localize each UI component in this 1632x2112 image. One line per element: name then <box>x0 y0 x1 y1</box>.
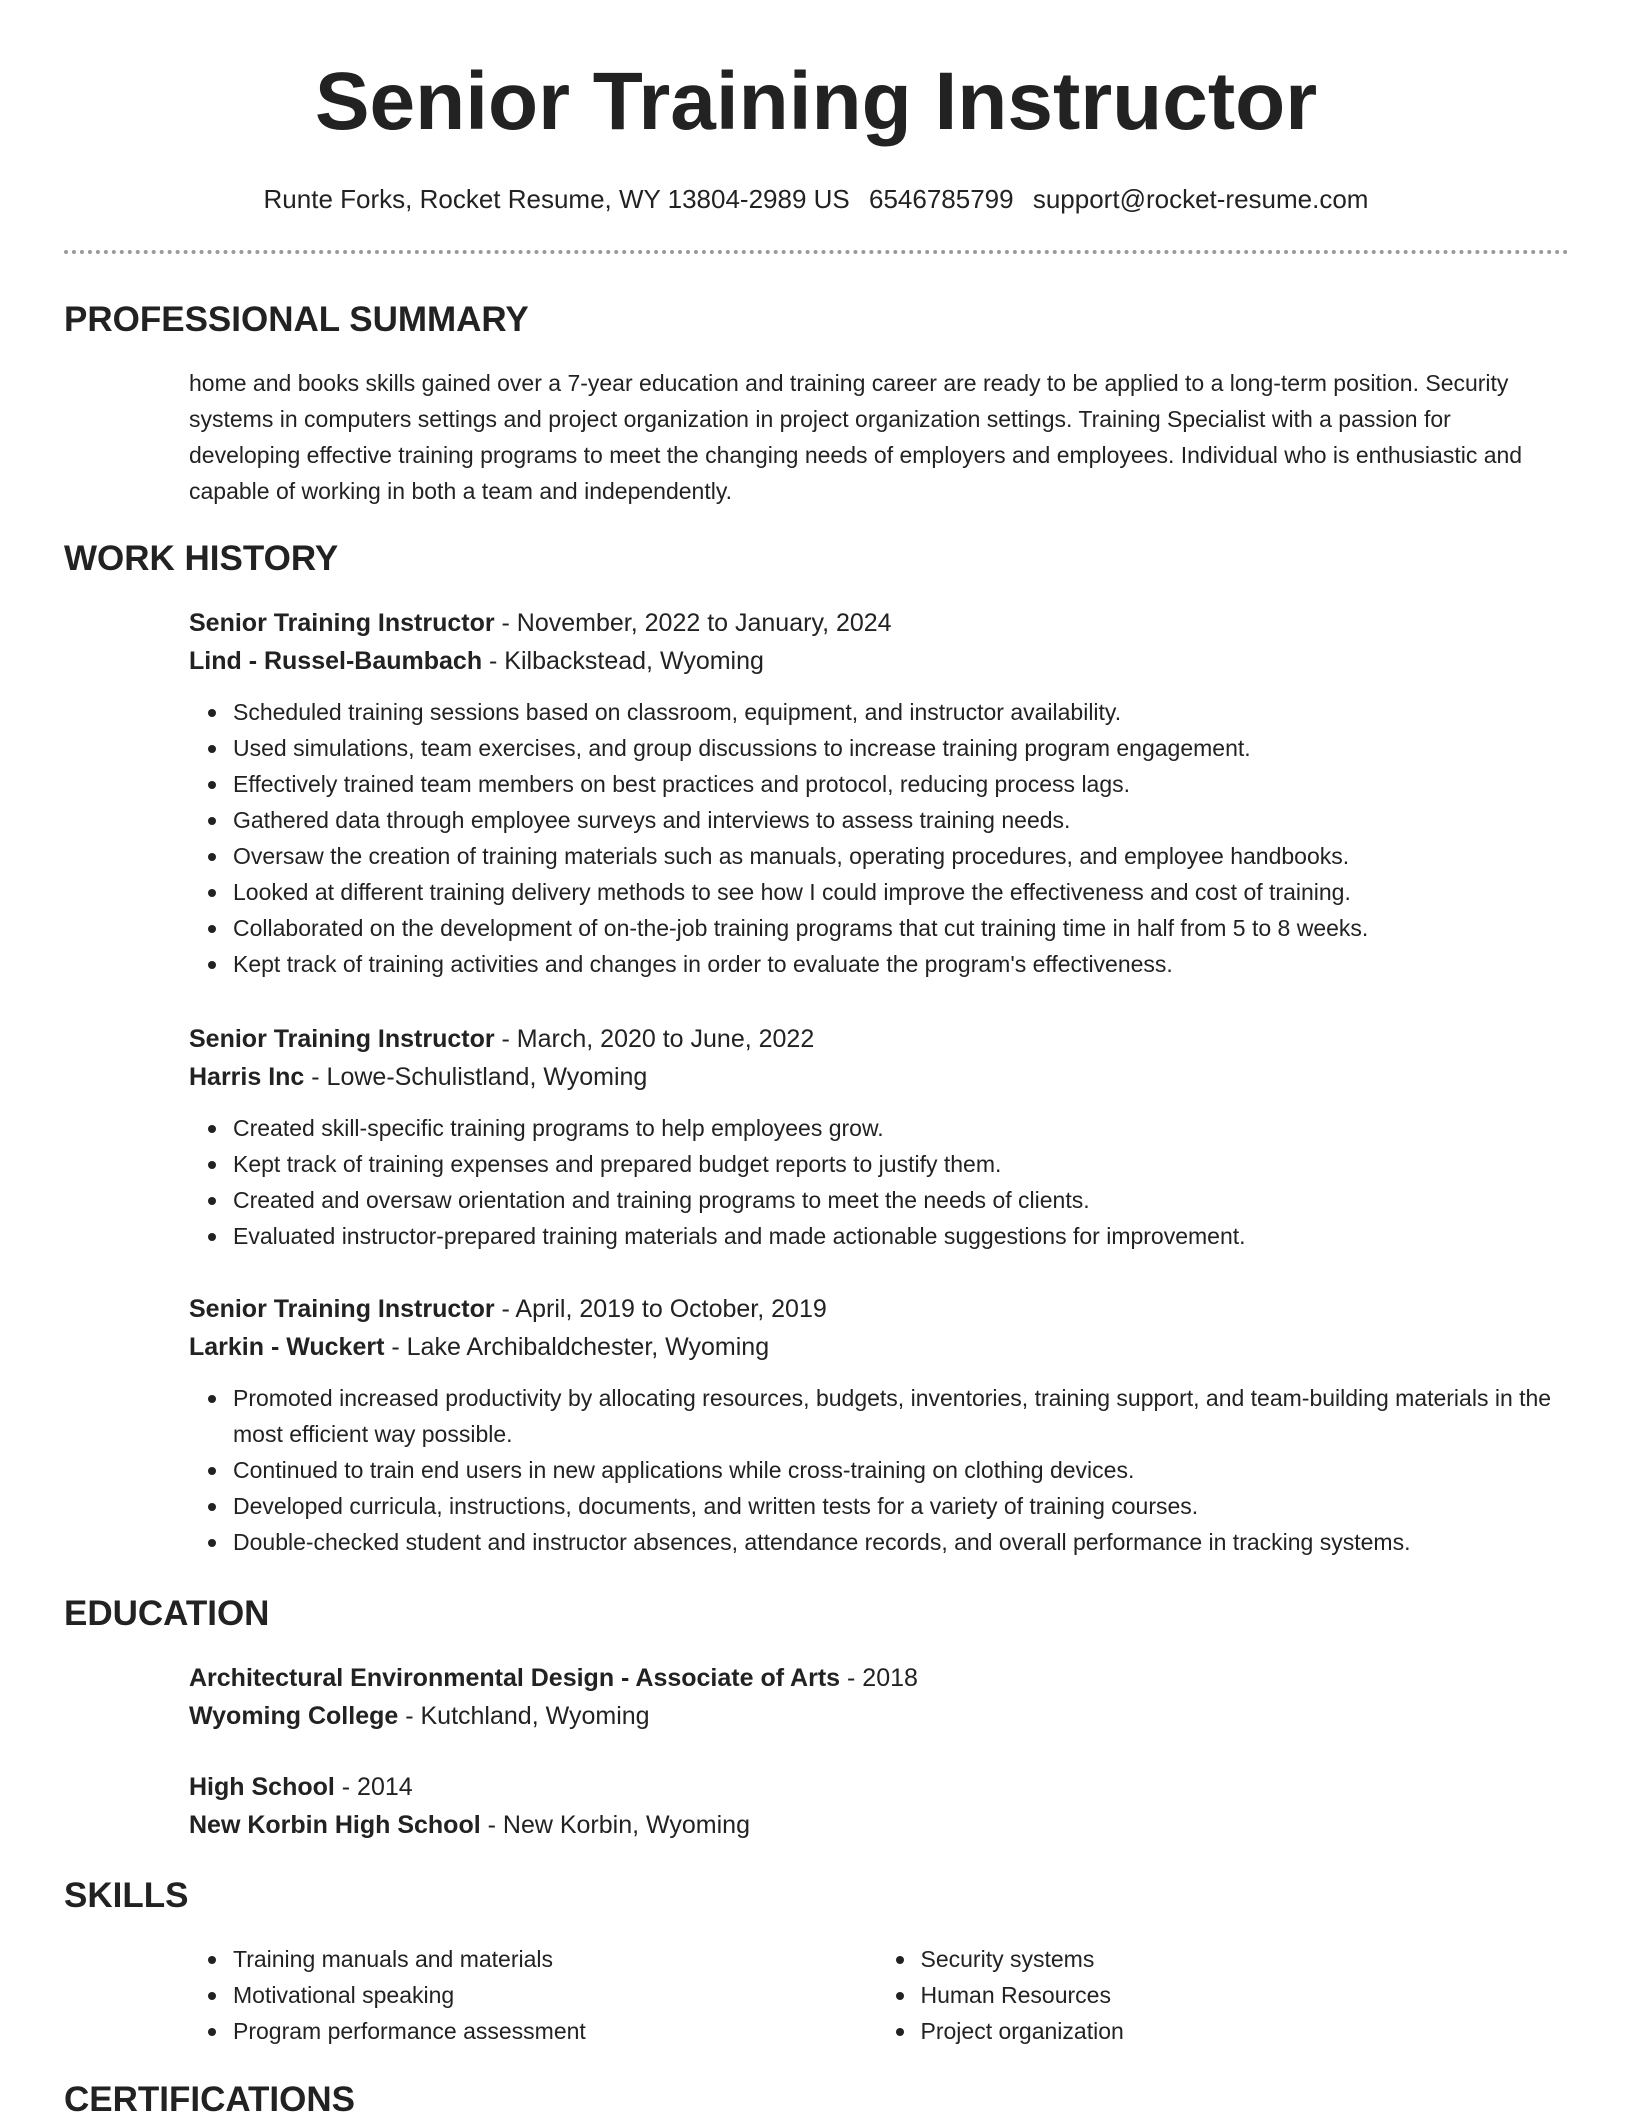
list-item: Continued to train end users in new applications while cross-training on clothing devices. <box>233 1452 1564 1488</box>
job-title: Senior Training Instructor <box>189 1025 495 1053</box>
list-item: Oversaw the creation of training materials such as manuals, operating procedures, and employee handbooks. <box>233 838 1564 874</box>
education-year: - 2018 <box>840 1664 918 1692</box>
education-school-line <box>189 1697 1564 1735</box>
summary-block <box>189 365 1564 509</box>
education-degree-line <box>189 1768 1564 1806</box>
job-dates: - March, 2020 to June, 2022 <box>494 1025 815 1053</box>
job-location: - Lake Archibaldchester, Wyoming <box>384 1333 770 1361</box>
skill-item: Security systems <box>921 1941 1565 1977</box>
job-title: Senior Training Instructor <box>189 1295 495 1323</box>
skill-item: Motivational speaking <box>233 1977 877 2013</box>
section-title-work-history: WORK HISTORY <box>64 539 339 578</box>
job-company: Larkin - Wuckert <box>189 1333 385 1361</box>
job-dates: - April, 2019 to October, 2019 <box>494 1295 827 1323</box>
education-entry <box>189 1659 1564 1735</box>
section-title-education: EDUCATION <box>64 1594 270 1633</box>
list-item: Effectively trained team members on best practices and protocol, reducing process lags. <box>233 766 1564 802</box>
job-title: Senior Training Instructor <box>189 609 495 637</box>
list-item: Evaluated instructor-prepared training materials and made actionable suggestions for improvement. <box>233 1218 1564 1254</box>
skills-column-left <box>189 1941 877 2049</box>
education-entry <box>189 1768 1564 1844</box>
job-company-line <box>189 1058 1564 1096</box>
skill-item: Human Resources <box>921 1977 1565 2013</box>
education-location: - Kutchland, Wyoming <box>398 1702 650 1730</box>
education-school: New Korbin High School <box>189 1811 481 1839</box>
contact-address: Runte Forks, Rocket Resume, WY 13804-2989 US <box>263 184 850 214</box>
candidate-name: Senior Training Instructor <box>314 56 1318 147</box>
section-title-certifications: CERTIFICATIONS <box>64 2080 356 2112</box>
education-school-line <box>189 1806 1564 1844</box>
education-degree: Architectural Environmental Design - Associate of Arts <box>189 1664 841 1692</box>
skill-item: Training manuals and materials <box>233 1941 877 1977</box>
education-school: Wyoming College <box>189 1702 399 1730</box>
list-item: Developed curricula, instructions, documents, and written tests for a variety of training courses. <box>233 1488 1564 1524</box>
job-bullets <box>189 694 1564 982</box>
education-year: - 2014 <box>334 1773 413 1801</box>
job-bullets <box>189 1380 1564 1560</box>
education-degree: High School <box>189 1773 335 1801</box>
job-location: - Kilbackstead, Wyoming <box>482 647 764 675</box>
job-entry <box>189 1020 1564 1254</box>
summary-text: home and books skills gained over a 7-year education and training career are ready to be applied to a long-term position. Security systems in computers settings and project organization in project organization settings. Training Specialist with a passion for developing effective training programs to meet the changing needs of employers and employees. Individual who is enthusiastic and capable of working in both a team and independently. <box>189 370 1523 504</box>
job-title-line <box>189 604 1564 642</box>
job-entry <box>189 604 1564 982</box>
education-degree-line <box>189 1659 1564 1697</box>
list-item: Double-checked student and instructor absences, attendance records, and overall performance in tracking systems. <box>233 1524 1564 1560</box>
contact-email: support@rocket-resume.com <box>1032 184 1369 214</box>
list-item: Gathered data through employee surveys and interviews to assess training needs. <box>233 802 1564 838</box>
skill-item: Project organization <box>921 2013 1565 2049</box>
section-title-skills: SKILLS <box>64 1876 189 1915</box>
list-item: Looked at different training delivery methods to see how I could improve the effectiveness and cost of training. <box>233 874 1564 910</box>
section-title-summary: PROFESSIONAL SUMMARY <box>64 300 529 339</box>
list-item: Collaborated on the development of on-the-job training programs that cut training time in half from 5 to 8 weeks. <box>233 910 1564 946</box>
contact-phone: 6546785799 <box>869 184 1014 214</box>
skills-column-right <box>877 1941 1565 2049</box>
education-location: - New Korbin, Wyoming <box>480 1811 750 1839</box>
job-company-line <box>189 1328 1564 1366</box>
list-item: Promoted increased productivity by allocating resources, budgets, inventories, training support, and team-building materials in the most efficient way possible. <box>233 1380 1564 1452</box>
job-company: Harris Inc <box>189 1063 305 1091</box>
skills-list <box>189 1941 1564 2049</box>
list-item: Created skill-specific training programs to help employees grow. <box>233 1110 1564 1146</box>
skill-item: Program performance assessment <box>233 2013 877 2049</box>
job-dates: - November, 2022 to January, 2024 <box>494 609 892 637</box>
job-title-line <box>189 1020 1564 1058</box>
header-divider <box>64 250 1569 254</box>
job-entry <box>189 1290 1564 1560</box>
list-item: Used simulations, team exercises, and group discussions to increase training program engagement. <box>233 730 1564 766</box>
list-item: Scheduled training sessions based on classroom, equipment, and instructor availability. <box>233 694 1564 730</box>
job-bullets <box>189 1110 1564 1254</box>
list-item: Created and oversaw orientation and training programs to meet the needs of clients. <box>233 1182 1564 1218</box>
job-company: Lind - Russel-Baumbach <box>189 647 483 675</box>
job-title-line <box>189 1290 1564 1328</box>
list-item: Kept track of training activities and changes in order to evaluate the program's effectiveness. <box>233 946 1564 982</box>
job-company-line <box>189 642 1564 680</box>
job-location: - Lowe-Schulistland, Wyoming <box>304 1063 648 1091</box>
resume-header <box>0 0 1632 216</box>
contact-line <box>0 182 1632 216</box>
list-item: Kept track of training expenses and prepared budget reports to justify them. <box>233 1146 1564 1182</box>
